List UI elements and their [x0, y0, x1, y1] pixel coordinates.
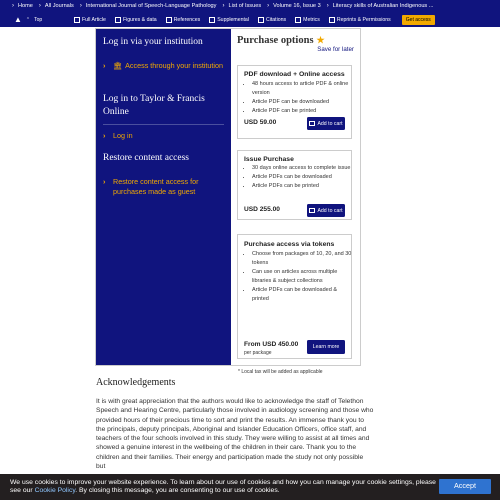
login-panel	[96, 29, 231, 365]
list-item: • 30 days online access to complete issue	[252, 164, 352, 173]
list-item: • Can use on articles across multiple libraries & subject collections	[252, 268, 352, 286]
institution-icon: 🏛	[113, 61, 123, 70]
get-access-button[interactable]: Get access	[402, 15, 435, 25]
cookie-policy-link[interactable]: Cookie Policy	[34, 487, 76, 495]
supplemental-icon	[209, 17, 215, 23]
star-icon: ★	[316, 35, 325, 45]
tab-citations[interactable]: Citations	[258, 17, 286, 23]
save-for-later-link[interactable]: Save for later	[317, 46, 354, 53]
references-icon	[166, 17, 172, 23]
metrics-icon	[295, 17, 301, 23]
list-item: • Article PDFs can be printed	[252, 182, 352, 191]
log-in-link[interactable]: › Log in	[103, 131, 133, 140]
cookie-banner	[0, 474, 500, 500]
option-title: Purchase access via tokens	[244, 241, 335, 248]
tab-reprints-permissions[interactable]: Reprints & Permissions	[329, 17, 391, 23]
option-features	[244, 250, 352, 304]
tab-references[interactable]: References	[166, 17, 201, 23]
list-item: • Article PDFs can be downloaded & printed	[252, 286, 352, 304]
breadcrumb-issue[interactable]: › Volume 16, Issue 3	[267, 3, 321, 9]
chevron-right-icon: ›	[103, 61, 106, 70]
chevron-right-icon: ›	[222, 3, 225, 9]
citations-icon	[258, 17, 264, 23]
divider	[103, 124, 224, 125]
list-item: • 48 hours access to article PDF & online version	[252, 80, 352, 98]
option-price: USD 59.00	[244, 119, 277, 126]
purchase-option-tokens	[237, 234, 352, 359]
breadcrumb-list-of-issues[interactable]: › List of Issues	[222, 3, 262, 9]
tf-logo-icon: ▲	[14, 15, 22, 24]
back-to-top[interactable]	[14, 15, 74, 24]
breadcrumb-home[interactable]: › Home	[12, 3, 33, 9]
access-card	[95, 28, 361, 375]
option-features	[244, 80, 352, 116]
institution-login-heading: Log in via your institution	[103, 37, 203, 47]
breadcrumb-article[interactable]: › Literacy skills of Australian Indigenous ...	[326, 3, 434, 9]
reprints-icon	[329, 17, 335, 23]
add-to-cart-button[interactable]: Add to cart	[307, 117, 345, 130]
breadcrumb-journal[interactable]: › International Journal of Speech-Language Pathology	[79, 3, 217, 9]
chevron-right-icon: ›	[38, 3, 41, 9]
cookie-message: We use cookies to improve your website experience. To learn about our use of cookies and how you can manage your cookie settings, please see our Cookie Policy. By closing this message, you are consenting to our use of cookies.	[10, 479, 436, 495]
learn-more-button[interactable]: Learn more	[307, 340, 345, 354]
top-label[interactable]: Top	[34, 16, 43, 23]
purchase-option-issue	[237, 150, 352, 220]
chevron-right-icon: ›	[79, 3, 82, 9]
option-title: Issue Purchase	[244, 156, 294, 163]
cart-icon	[309, 121, 315, 126]
chevron-right-icon: ›	[103, 177, 106, 186]
restore-access-heading: Restore content access	[103, 153, 189, 163]
option-price: From USD 450.00	[244, 341, 299, 348]
option-features	[244, 164, 352, 191]
breadcrumb-all-journals[interactable]: › All Journals	[38, 3, 74, 9]
purchase-option-pdf	[237, 65, 352, 139]
purchase-panel	[231, 29, 360, 375]
purchase-options-heading: Purchase options ★	[237, 35, 325, 46]
chevron-right-icon: ›	[326, 3, 329, 9]
chevron-right-icon: ›	[12, 3, 14, 9]
list-item: • Choose from packages of 10, 20, and 30 tokens	[252, 250, 352, 268]
tab-metrics[interactable]: Metrics	[295, 17, 320, 23]
list-item: • Article PDF can be printed	[252, 107, 352, 116]
option-title: PDF download + Online access	[244, 71, 345, 78]
tab-figures-data[interactable]: Figures & data	[115, 17, 157, 23]
accept-cookies-button[interactable]: Accept	[439, 479, 491, 494]
chevron-right-icon: ›	[267, 3, 270, 9]
tf-login-heading: Log in to Taylor & Francis Online	[103, 94, 205, 117]
document-icon	[74, 17, 80, 23]
restore-access-link[interactable]: › Restore content access for purchases made as guest	[103, 177, 199, 196]
tax-note: * Local tax will be added as applicable	[238, 369, 323, 375]
access-through-institution-link[interactable]: › 🏛 Access through your institution	[103, 61, 224, 70]
list-item: • Article PDF can be downloaded	[252, 98, 352, 107]
breadcrumb	[0, 0, 500, 12]
section-heading: Acknowledgements	[96, 377, 176, 388]
tab-supplemental[interactable]: Supplemental	[209, 17, 249, 23]
image-icon	[115, 17, 121, 23]
acknowledgements-paragraph: It is with great appreciation that the authors would like to acknowledge the staff of Telethon Speech and Hearing Centre, particularly those involved in audiology screening and those who provided hours of their precious time to sort and print the results. An immense thank you to the principals, deputy principals, Aboriginal and Islander Education Officers, office staff, and teachers of the four schools involved in this study. They were willing to assist at all times and showed a genuine interest in the wellbeing of the children in their care. Thank you to the children and their families. Their energy and participation made the study not only possible but	[96, 398, 374, 471]
chevron-right-icon: ›	[103, 131, 106, 140]
option-price-unit: per package	[244, 350, 272, 356]
article-toolbar	[0, 12, 500, 27]
option-price: USD 255.00	[244, 206, 280, 213]
list-item: • Article PDFs can be downloaded	[252, 173, 352, 182]
add-to-cart-button[interactable]: Add to cart	[307, 204, 345, 217]
cart-icon	[309, 208, 315, 213]
tab-full-article[interactable]: Full Article	[74, 17, 106, 23]
chevron-up-icon: ⌃	[25, 16, 31, 23]
